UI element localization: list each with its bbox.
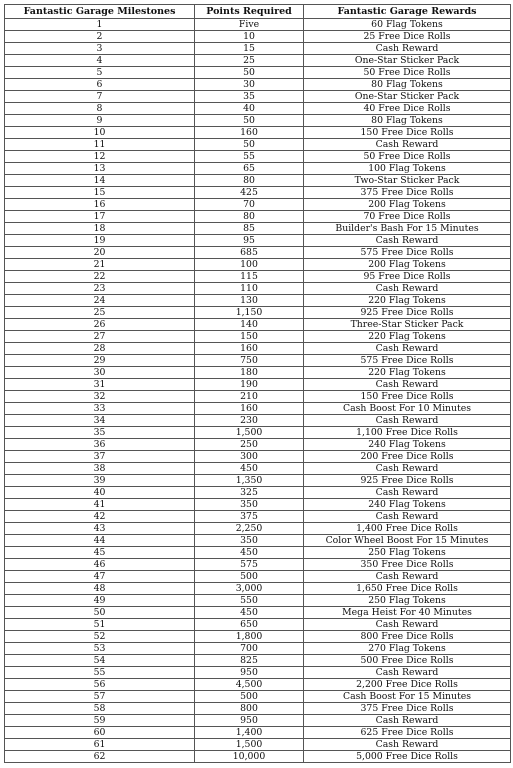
reward-cell: 40 Free Dice Rolls: [304, 103, 511, 115]
table-row: [5, 331, 511, 343]
reward-cell: 500 Free Dice Rolls: [304, 655, 511, 667]
reward-cell: 150 Free Dice Rolls: [304, 127, 511, 139]
table-row: [5, 439, 511, 451]
reward-cell: 240 Flag Tokens: [304, 439, 511, 451]
reward-cell: Cash Reward: [304, 283, 511, 295]
points-cell: 80: [195, 175, 304, 187]
table-row: [5, 427, 511, 439]
points-cell: 375: [195, 511, 304, 523]
points-cell: 685: [195, 247, 304, 259]
reward-cell: Mega Heist For 40 Minutes: [304, 607, 511, 619]
reward-cell: 375 Free Dice Rolls: [304, 703, 511, 715]
milestone-cell: 15: [5, 187, 195, 199]
table-row: [5, 727, 511, 739]
points-cell: 55: [195, 151, 304, 163]
milestone-cell: 46: [5, 559, 195, 571]
reward-cell: 575 Free Dice Rolls: [304, 355, 511, 367]
points-cell: 825: [195, 655, 304, 667]
milestone-cell: 50: [5, 607, 195, 619]
table-row: [5, 151, 511, 163]
reward-cell: One-Star Sticker Pack: [304, 91, 511, 103]
table-row: [5, 91, 511, 103]
reward-cell: Cash Reward: [304, 739, 511, 751]
reward-cell: 2,200 Free Dice Rolls: [304, 679, 511, 691]
milestone-cell: 39: [5, 475, 195, 487]
table-row: [5, 235, 511, 247]
reward-cell: Color Wheel Boost For 15 Minutes: [304, 535, 511, 547]
table-row: [5, 67, 511, 79]
points-cell: 15: [195, 43, 304, 55]
points-cell: 30: [195, 79, 304, 91]
reward-cell: 5,000 Free Dice Rolls: [304, 751, 511, 763]
reward-cell: Cash Reward: [304, 571, 511, 583]
reward-cell: 250 Flag Tokens: [304, 595, 511, 607]
reward-cell: Cash Reward: [304, 343, 511, 355]
points-cell: 575: [195, 559, 304, 571]
header-row: [5, 5, 511, 19]
table-row: [5, 127, 511, 139]
reward-cell: Builder's Bash For 15 Minutes: [304, 223, 511, 235]
reward-cell: 575 Free Dice Rolls: [304, 247, 511, 259]
milestone-cell: 20: [5, 247, 195, 259]
table-row: [5, 259, 511, 271]
reward-cell: 350 Free Dice Rolls: [304, 559, 511, 571]
points-cell: 2,250: [195, 523, 304, 535]
points-cell: 80: [195, 211, 304, 223]
reward-cell: 240 Flag Tokens: [304, 499, 511, 511]
points-cell: 210: [195, 391, 304, 403]
reward-cell: 70 Free Dice Rolls: [304, 211, 511, 223]
milestone-cell: 28: [5, 343, 195, 355]
milestone-cell: 32: [5, 391, 195, 403]
points-cell: 85: [195, 223, 304, 235]
table-row: [5, 367, 511, 379]
milestone-cell: 41: [5, 499, 195, 511]
points-cell: 1,500: [195, 427, 304, 439]
reward-cell: 1,650 Free Dice Rolls: [304, 583, 511, 595]
milestone-cell: 55: [5, 667, 195, 679]
points-cell: 500: [195, 691, 304, 703]
milestone-cell: 7: [5, 91, 195, 103]
table-row: [5, 307, 511, 319]
points-cell: 150: [195, 331, 304, 343]
reward-cell: 80 Flag Tokens: [304, 79, 511, 91]
reward-cell: 200 Free Dice Rolls: [304, 451, 511, 463]
points-cell: 750: [195, 355, 304, 367]
points-cell: 450: [195, 607, 304, 619]
points-cell: 1,350: [195, 475, 304, 487]
reward-cell: Cash Reward: [304, 487, 511, 499]
points-cell: 180: [195, 367, 304, 379]
table-row: [5, 187, 511, 199]
table-row: [5, 319, 511, 331]
table-row: [5, 115, 511, 127]
milestone-cell: 61: [5, 739, 195, 751]
points-cell: 100: [195, 259, 304, 271]
points-cell: 450: [195, 463, 304, 475]
table-row: [5, 295, 511, 307]
table-row: [5, 175, 511, 187]
reward-cell: 625 Free Dice Rolls: [304, 727, 511, 739]
points-cell: Five: [195, 19, 304, 31]
table-row: [5, 571, 511, 583]
milestone-cell: 3: [5, 43, 195, 55]
milestone-cell: 35: [5, 427, 195, 439]
points-cell: 35: [195, 91, 304, 103]
table-row: [5, 559, 511, 571]
points-cell: 450: [195, 547, 304, 559]
points-cell: 500: [195, 571, 304, 583]
table-row: [5, 163, 511, 175]
table-row: [5, 535, 511, 547]
table-row: [5, 655, 511, 667]
reward-cell: Cash Reward: [304, 415, 511, 427]
table-row: [5, 499, 511, 511]
header-points-required: Points Required: [195, 5, 304, 19]
milestone-cell: 34: [5, 415, 195, 427]
milestones-table: [4, 4, 511, 763]
reward-cell: 95 Free Dice Rolls: [304, 271, 511, 283]
reward-cell: Cash Reward: [304, 235, 511, 247]
points-cell: 130: [195, 295, 304, 307]
reward-cell: Cash Reward: [304, 43, 511, 55]
points-cell: 50: [195, 67, 304, 79]
points-cell: 350: [195, 499, 304, 511]
points-cell: 550: [195, 595, 304, 607]
milestone-cell: 9: [5, 115, 195, 127]
milestone-cell: 12: [5, 151, 195, 163]
points-cell: 350: [195, 535, 304, 547]
points-cell: 950: [195, 667, 304, 679]
points-cell: 10: [195, 31, 304, 43]
milestone-cell: 51: [5, 619, 195, 631]
points-cell: 160: [195, 343, 304, 355]
table-row: [5, 31, 511, 43]
milestone-cell: 13: [5, 163, 195, 175]
points-cell: 115: [195, 271, 304, 283]
reward-cell: Cash Reward: [304, 379, 511, 391]
milestone-cell: 54: [5, 655, 195, 667]
milestone-cell: 18: [5, 223, 195, 235]
reward-cell: 200 Flag Tokens: [304, 259, 511, 271]
milestone-cell: 1: [5, 19, 195, 31]
milestone-cell: 4: [5, 55, 195, 67]
milestone-cell: 2: [5, 31, 195, 43]
points-cell: 300: [195, 451, 304, 463]
table-row: [5, 103, 511, 115]
table-row: [5, 703, 511, 715]
reward-cell: 50 Free Dice Rolls: [304, 67, 511, 79]
table-body: [5, 19, 511, 763]
milestone-cell: 59: [5, 715, 195, 727]
milestone-cell: 56: [5, 679, 195, 691]
milestone-cell: 21: [5, 259, 195, 271]
milestone-cell: 17: [5, 211, 195, 223]
points-cell: 10,000: [195, 751, 304, 763]
reward-cell: Three-Star Sticker Pack: [304, 319, 511, 331]
milestone-cell: 53: [5, 643, 195, 655]
reward-cell: One-Star Sticker Pack: [304, 55, 511, 67]
reward-cell: Cash Reward: [304, 715, 511, 727]
points-cell: 95: [195, 235, 304, 247]
reward-cell: 800 Free Dice Rolls: [304, 631, 511, 643]
table-row: [5, 283, 511, 295]
points-cell: 800: [195, 703, 304, 715]
milestone-cell: 24: [5, 295, 195, 307]
table-row: [5, 403, 511, 415]
points-cell: 110: [195, 283, 304, 295]
table-row: [5, 139, 511, 151]
reward-cell: Cash Reward: [304, 667, 511, 679]
table-row: [5, 751, 511, 763]
table-row: [5, 643, 511, 655]
reward-cell: 925 Free Dice Rolls: [304, 307, 511, 319]
reward-cell: 60 Flag Tokens: [304, 19, 511, 31]
milestone-cell: 8: [5, 103, 195, 115]
milestone-cell: 19: [5, 235, 195, 247]
table-row: [5, 523, 511, 535]
points-cell: 50: [195, 139, 304, 151]
milestones-table-container: [4, 4, 510, 763]
table-row: [5, 223, 511, 235]
table-row: [5, 487, 511, 499]
table-row: [5, 583, 511, 595]
table-row: [5, 631, 511, 643]
points-cell: 40: [195, 103, 304, 115]
reward-cell: 220 Flag Tokens: [304, 331, 511, 343]
milestone-cell: 40: [5, 487, 195, 499]
milestone-cell: 11: [5, 139, 195, 151]
milestone-cell: 27: [5, 331, 195, 343]
header-milestones: Fantastic Garage Milestones: [5, 5, 195, 19]
table-row: [5, 43, 511, 55]
reward-cell: 150 Free Dice Rolls: [304, 391, 511, 403]
milestone-cell: 38: [5, 463, 195, 475]
reward-cell: 50 Free Dice Rolls: [304, 151, 511, 163]
reward-cell: 220 Flag Tokens: [304, 295, 511, 307]
milestone-cell: 14: [5, 175, 195, 187]
milestone-cell: 22: [5, 271, 195, 283]
table-row: [5, 715, 511, 727]
points-cell: 700: [195, 643, 304, 655]
milestone-cell: 58: [5, 703, 195, 715]
reward-cell: Two-Star Sticker Pack: [304, 175, 511, 187]
points-cell: 160: [195, 403, 304, 415]
table-header: [5, 5, 511, 19]
reward-cell: 25 Free Dice Rolls: [304, 31, 511, 43]
points-cell: 4,500: [195, 679, 304, 691]
milestone-cell: 48: [5, 583, 195, 595]
points-cell: 70: [195, 199, 304, 211]
table-row: [5, 679, 511, 691]
reward-cell: Cash Boost For 10 Minutes: [304, 403, 511, 415]
reward-cell: 80 Flag Tokens: [304, 115, 511, 127]
table-row: [5, 667, 511, 679]
reward-cell: Cash Reward: [304, 463, 511, 475]
table-row: [5, 415, 511, 427]
milestone-cell: 37: [5, 451, 195, 463]
milestone-cell: 60: [5, 727, 195, 739]
milestone-cell: 44: [5, 535, 195, 547]
milestone-cell: 26: [5, 319, 195, 331]
table-row: [5, 379, 511, 391]
reward-cell: Cash Reward: [304, 511, 511, 523]
milestone-cell: 43: [5, 523, 195, 535]
points-cell: 25: [195, 55, 304, 67]
milestone-cell: 5: [5, 67, 195, 79]
reward-cell: 250 Flag Tokens: [304, 547, 511, 559]
reward-cell: 1,100 Free Dice Rolls: [304, 427, 511, 439]
table-row: [5, 691, 511, 703]
milestone-cell: 29: [5, 355, 195, 367]
points-cell: 190: [195, 379, 304, 391]
reward-cell: 375 Free Dice Rolls: [304, 187, 511, 199]
points-cell: 50: [195, 115, 304, 127]
milestone-cell: 33: [5, 403, 195, 415]
reward-cell: 100 Flag Tokens: [304, 163, 511, 175]
points-cell: 250: [195, 439, 304, 451]
table-row: [5, 79, 511, 91]
milestone-cell: 6: [5, 79, 195, 91]
table-row: [5, 547, 511, 559]
milestone-cell: 31: [5, 379, 195, 391]
table-row: [5, 511, 511, 523]
points-cell: 160: [195, 127, 304, 139]
milestone-cell: 23: [5, 283, 195, 295]
points-cell: 1,400: [195, 727, 304, 739]
table-row: [5, 595, 511, 607]
milestone-cell: 57: [5, 691, 195, 703]
table-row: [5, 391, 511, 403]
milestone-cell: 49: [5, 595, 195, 607]
table-row: [5, 199, 511, 211]
table-row: [5, 355, 511, 367]
points-cell: 1,500: [195, 739, 304, 751]
table-row: [5, 619, 511, 631]
table-row: [5, 271, 511, 283]
table-row: [5, 211, 511, 223]
points-cell: 650: [195, 619, 304, 631]
reward-cell: 925 Free Dice Rolls: [304, 475, 511, 487]
milestone-cell: 25: [5, 307, 195, 319]
points-cell: 230: [195, 415, 304, 427]
milestone-cell: 45: [5, 547, 195, 559]
table-row: [5, 739, 511, 751]
milestone-cell: 47: [5, 571, 195, 583]
milestone-cell: 42: [5, 511, 195, 523]
table-row: [5, 55, 511, 67]
table-row: [5, 607, 511, 619]
reward-cell: 200 Flag Tokens: [304, 199, 511, 211]
reward-cell: Cash Boost For 15 Minutes: [304, 691, 511, 703]
points-cell: 950: [195, 715, 304, 727]
reward-cell: 220 Flag Tokens: [304, 367, 511, 379]
milestone-cell: 36: [5, 439, 195, 451]
table-row: [5, 19, 511, 31]
points-cell: 1,800: [195, 631, 304, 643]
points-cell: 3,000: [195, 583, 304, 595]
reward-cell: 270 Flag Tokens: [304, 643, 511, 655]
header-rewards: Fantastic Garage Rewards: [304, 5, 511, 19]
milestone-cell: 16: [5, 199, 195, 211]
reward-cell: 1,400 Free Dice Rolls: [304, 523, 511, 535]
points-cell: 425: [195, 187, 304, 199]
points-cell: 140: [195, 319, 304, 331]
reward-cell: Cash Reward: [304, 139, 511, 151]
milestone-cell: 52: [5, 631, 195, 643]
milestone-cell: 10: [5, 127, 195, 139]
milestone-cell: 62: [5, 751, 195, 763]
points-cell: 65: [195, 163, 304, 175]
table-row: [5, 463, 511, 475]
reward-cell: Cash Reward: [304, 619, 511, 631]
points-cell: 1,150: [195, 307, 304, 319]
table-row: [5, 475, 511, 487]
points-cell: 325: [195, 487, 304, 499]
milestone-cell: 30: [5, 367, 195, 379]
table-row: [5, 247, 511, 259]
table-row: [5, 343, 511, 355]
table-row: [5, 451, 511, 463]
